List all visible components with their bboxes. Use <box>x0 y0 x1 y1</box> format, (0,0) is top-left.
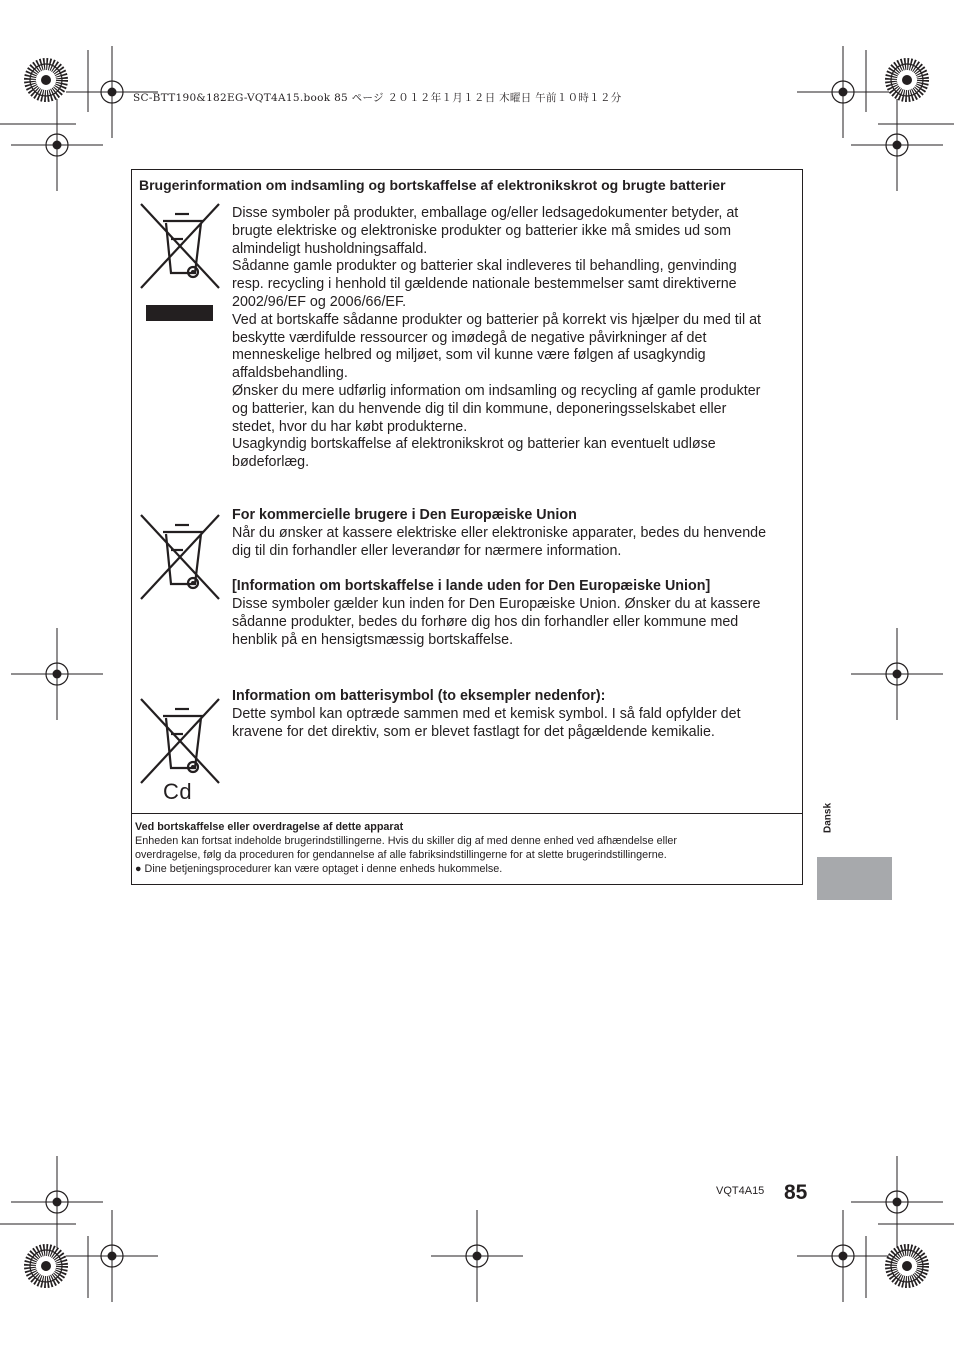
paragraph-line: Ved at bortskaffe sådanne produkter og batterier på korrekt vis hjælper du med til at <box>232 311 762 328</box>
paragraph-line: sådanne produkter, bedes du forhøre dig hos din forhandler eller kommune med <box>232 613 739 630</box>
paragraph-line: bødeforlæg. <box>232 454 310 471</box>
registration-crosshair-icon <box>11 99 103 191</box>
crossed-out-wheelie-bin-icon <box>139 202 221 290</box>
footer-bullet-item <box>135 862 795 876</box>
language-tab <box>817 857 892 900</box>
color-target-icon <box>30 1250 62 1282</box>
color-target-icon <box>30 64 62 96</box>
section-heading: For kommercielle brugere i Den Europæiske Union <box>232 507 577 523</box>
registration-crosshair-icon <box>797 1210 889 1302</box>
section-general <box>232 205 792 472</box>
paragraph-line: Når du ønsker at kassere elektriske eller elektroniske apparater, bedes du henvende <box>232 524 767 541</box>
paragraph-line: Usagkyndig bortskaffelse af elektronikskrot og batterier kan eventuelt udløse <box>232 436 716 453</box>
section-battery <box>232 688 792 741</box>
paragraph-line: Ønsker du mere udførlig information om indsamling og recycling af gamle produkter <box>232 382 761 399</box>
paragraph-line: resp. recycling i henhold til gældende nationale bestemmelser samt direktiverne <box>232 276 737 293</box>
crossed-out-wheelie-bin-icon <box>139 513 221 601</box>
registration-crosshair-icon <box>851 99 943 191</box>
footer-line: overdragelse, følg da proceduren for gendannelse af alle fabriksindstillingerne for at slette brugerindstillingerne. <box>135 849 667 861</box>
registration-crosshair-icon <box>797 46 889 138</box>
paragraph-line: kravene for det direktiv, som er blevet fastlagt for det pågældende kemikalie. <box>232 723 715 740</box>
paragraph-line: 2002/96/EF og 2006/66/EF. <box>232 293 407 310</box>
paragraph-line: Disse symboler gælder kun inden for Den Europæiske Union. Ønsker du at kassere <box>232 595 761 612</box>
paragraph-line: Disse symboler på produkter, emballage og/eller ledsagedokumenter betyder, at <box>232 205 739 221</box>
bullet-icon: ● <box>135 863 142 875</box>
paragraph-line: og batterier, kan du henvende dig til din kommune, deponeringsselskabet eller <box>232 400 727 417</box>
paragraph-line: brugte elektriske og elektroniske produkter og batterier ikke må smides ud som <box>232 222 732 239</box>
model-code: VQT4A15 <box>716 1185 765 1197</box>
paragraph-line: stedet, hvor du har købt produkterne. <box>232 418 468 435</box>
section-commercial <box>232 507 792 649</box>
registration-crosshair-icon <box>11 1156 103 1248</box>
disposal-info-box <box>131 169 803 885</box>
paragraph-line: dig til din forhandler eller leverandør for nærmere information. <box>232 542 622 559</box>
language-side-label: Dansk <box>822 802 834 834</box>
crossed-out-wheelie-bin-icon <box>139 697 221 785</box>
color-target-icon <box>891 64 923 96</box>
paragraph-line: almindeligt husholdningsaffald. <box>232 240 428 257</box>
section-heading: [Information om bortskaffelse i lande uden for Den Europæiske Union] <box>232 578 711 595</box>
footer-line: Enheden kan fortsat indeholde brugerindstillingerne. Hvis du skiller dig af med denne enhed ved afhændelse eller <box>135 835 677 847</box>
print-header: SC-BTT190&182EG-VQT4A15.book 85 ページ ２０１２年１月１２日 木曜日 午前１０時１２分 <box>133 92 622 104</box>
footer-divider <box>132 813 802 814</box>
paragraph-line: henblik på en hensigtsmæssig bortskaffelse. <box>232 631 514 648</box>
paragraph-line: Dette symbol kan optræde sammen med et kemisk symbol. I så fald opfylder det <box>232 705 741 722</box>
registration-crosshair-icon <box>851 628 943 720</box>
footer-bullet-text: Dine betjeningsprocedurer kan være optaget i denne enheds hukommelse. <box>144 863 503 875</box>
paragraph-line: affaldsbehandling. <box>232 365 348 382</box>
chemical-symbol: Cd <box>163 779 193 804</box>
black-bar-symbol <box>146 305 213 321</box>
box-footer <box>135 820 795 876</box>
paragraph-line: Sådanne gamle produkter og batterier skal indleveres til behandling, genvinding <box>232 258 737 275</box>
registration-crosshair-icon <box>66 1210 158 1302</box>
registration-crosshair-icon <box>11 628 103 720</box>
footer-heading: Ved bortskaffelse eller overdragelse af dette apparat <box>135 821 404 833</box>
box-title: Brugerinformation om indsamling og bortskaffelse af elektronikskrot og brugte batterier <box>139 177 726 193</box>
registration-crosshair-icon <box>431 1210 523 1302</box>
registration-crosshair-icon <box>851 1156 943 1248</box>
paragraph-line: menneskelige helbred og miljøet, som vil kunne være følgen af usagkyndig <box>232 347 706 364</box>
color-target-icon <box>891 1250 923 1282</box>
paragraph-line: beskytte værdifulde ressourcer og imødegå de negative påvirkninger af det <box>232 329 707 346</box>
section-heading: Information om batterisymbol (to eksempler nedenfor): <box>232 688 606 704</box>
page-number: 85 <box>784 1181 808 1204</box>
